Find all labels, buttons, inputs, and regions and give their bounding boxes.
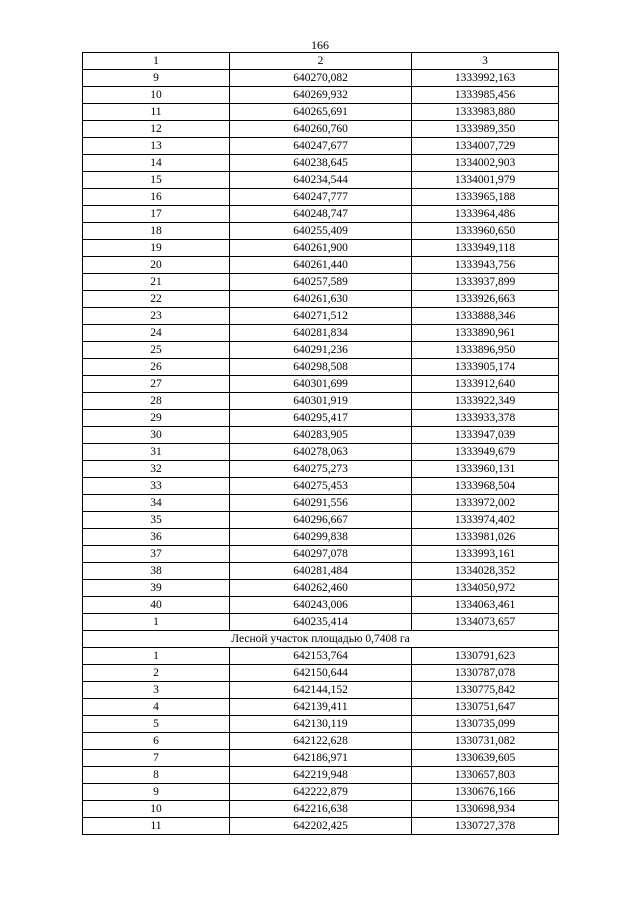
y-coordinate-cell: 1330676,166 <box>412 784 559 801</box>
y-coordinate-cell: 1333983,880 <box>412 104 559 121</box>
y-coordinate-cell: 1334007,729 <box>412 138 559 155</box>
y-coordinate-cell: 1334073,657 <box>412 614 559 631</box>
y-coordinate-cell: 1333888,346 <box>412 308 559 325</box>
table-row <box>83 342 559 359</box>
header-cell-x: 2 <box>230 53 412 70</box>
x-coordinate-cell: 640271,512 <box>230 308 412 325</box>
x-coordinate-cell: 640235,414 <box>230 614 412 631</box>
x-coordinate-cell: 642144,152 <box>230 682 412 699</box>
table-row <box>83 699 559 716</box>
table-row <box>83 155 559 172</box>
table-row <box>83 648 559 665</box>
x-coordinate-cell: 640261,440 <box>230 257 412 274</box>
point-number-cell: 20 <box>83 257 230 274</box>
point-number-cell: 28 <box>83 393 230 410</box>
table-row <box>83 614 559 631</box>
table-row <box>83 206 559 223</box>
point-number-cell: 23 <box>83 308 230 325</box>
y-coordinate-cell: 1333960,131 <box>412 461 559 478</box>
y-coordinate-cell: 1333896,950 <box>412 342 559 359</box>
point-number-cell: 36 <box>83 529 230 546</box>
point-number-cell: 13 <box>83 138 230 155</box>
y-coordinate-cell: 1333974,402 <box>412 512 559 529</box>
point-number-cell: 16 <box>83 189 230 206</box>
point-number-cell: 22 <box>83 291 230 308</box>
y-coordinate-cell: 1333943,756 <box>412 257 559 274</box>
y-coordinate-cell: 1330727,378 <box>412 818 559 835</box>
point-number-cell: 5 <box>83 716 230 733</box>
point-number-cell: 11 <box>83 104 230 121</box>
x-coordinate-cell: 640257,589 <box>230 274 412 291</box>
x-coordinate-cell: 640278,063 <box>230 444 412 461</box>
table-row <box>83 308 559 325</box>
x-coordinate-cell: 640243,006 <box>230 597 412 614</box>
table-row <box>83 87 559 104</box>
table-row <box>83 546 559 563</box>
y-coordinate-cell: 1333992,163 <box>412 70 559 87</box>
y-coordinate-cell: 1333965,188 <box>412 189 559 206</box>
y-coordinate-cell: 1333922,349 <box>412 393 559 410</box>
x-coordinate-cell: 642222,879 <box>230 784 412 801</box>
x-coordinate-cell: 640269,932 <box>230 87 412 104</box>
y-coordinate-cell: 1334028,352 <box>412 563 559 580</box>
point-number-cell: 1 <box>83 648 230 665</box>
y-coordinate-cell: 1330657,803 <box>412 767 559 784</box>
point-number-cell: 33 <box>83 478 230 495</box>
point-number-cell: 27 <box>83 376 230 393</box>
point-number-cell: 24 <box>83 325 230 342</box>
x-coordinate-cell: 642153,764 <box>230 648 412 665</box>
y-coordinate-cell: 1333926,663 <box>412 291 559 308</box>
x-coordinate-cell: 640270,082 <box>230 70 412 87</box>
table-row <box>83 563 559 580</box>
y-coordinate-cell: 1333947,039 <box>412 427 559 444</box>
y-coordinate-cell: 1333968,504 <box>412 478 559 495</box>
table-row <box>83 750 559 767</box>
x-coordinate-cell: 640296,667 <box>230 512 412 529</box>
point-number-cell: 2 <box>83 665 230 682</box>
y-coordinate-cell: 1333989,350 <box>412 121 559 138</box>
y-coordinate-cell: 1333912,640 <box>412 376 559 393</box>
point-number-cell: 34 <box>83 495 230 512</box>
table-row <box>83 393 559 410</box>
y-coordinate-cell: 1330775,842 <box>412 682 559 699</box>
x-coordinate-cell: 640301,919 <box>230 393 412 410</box>
x-coordinate-cell: 640281,834 <box>230 325 412 342</box>
x-coordinate-cell: 640275,453 <box>230 478 412 495</box>
x-coordinate-cell: 640291,236 <box>230 342 412 359</box>
table-row <box>83 104 559 121</box>
table-row <box>83 444 559 461</box>
point-number-cell: 30 <box>83 427 230 444</box>
x-coordinate-cell: 642186,971 <box>230 750 412 767</box>
point-number-cell: 12 <box>83 121 230 138</box>
x-coordinate-cell: 640265,691 <box>230 104 412 121</box>
point-number-cell: 29 <box>83 410 230 427</box>
y-coordinate-cell: 1333960,650 <box>412 223 559 240</box>
y-coordinate-cell: 1333972,002 <box>412 495 559 512</box>
x-coordinate-cell: 640291,556 <box>230 495 412 512</box>
y-coordinate-cell: 1334002,903 <box>412 155 559 172</box>
x-coordinate-cell: 640247,777 <box>230 189 412 206</box>
table-row <box>83 733 559 750</box>
x-coordinate-cell: 642130,119 <box>230 716 412 733</box>
point-number-cell: 18 <box>83 223 230 240</box>
point-number-cell: 31 <box>83 444 230 461</box>
point-number-cell: 15 <box>83 172 230 189</box>
x-coordinate-cell: 640247,677 <box>230 138 412 155</box>
x-coordinate-cell: 640261,900 <box>230 240 412 257</box>
x-coordinate-cell: 640238,645 <box>230 155 412 172</box>
y-coordinate-cell: 1333964,486 <box>412 206 559 223</box>
point-number-cell: 11 <box>83 818 230 835</box>
point-number-cell: 17 <box>83 206 230 223</box>
y-coordinate-cell: 1333937,899 <box>412 274 559 291</box>
x-coordinate-cell: 640248,747 <box>230 206 412 223</box>
table-row <box>83 359 559 376</box>
x-coordinate-cell: 642122,628 <box>230 733 412 750</box>
table-row <box>83 767 559 784</box>
table-row <box>83 461 559 478</box>
x-coordinate-cell: 640295,417 <box>230 410 412 427</box>
x-coordinate-cell: 642202,425 <box>230 818 412 835</box>
table-row <box>83 512 559 529</box>
table-row <box>83 665 559 682</box>
y-coordinate-cell: 1333890,961 <box>412 325 559 342</box>
x-coordinate-cell: 640255,409 <box>230 223 412 240</box>
point-number-cell: 1 <box>83 614 230 631</box>
x-coordinate-cell: 640281,484 <box>230 563 412 580</box>
table-row <box>83 818 559 835</box>
table-row <box>83 291 559 308</box>
point-number-cell: 14 <box>83 155 230 172</box>
point-number-cell: 26 <box>83 359 230 376</box>
table-row <box>83 274 559 291</box>
point-number-cell: 9 <box>83 784 230 801</box>
table-row <box>83 495 559 512</box>
y-coordinate-cell: 1330698,934 <box>412 801 559 818</box>
y-coordinate-cell: 1333985,456 <box>412 87 559 104</box>
x-coordinate-cell: 642216,638 <box>230 801 412 818</box>
y-coordinate-cell: 1330787,078 <box>412 665 559 682</box>
x-coordinate-cell: 640298,508 <box>230 359 412 376</box>
point-number-cell: 40 <box>83 597 230 614</box>
point-number-cell: 3 <box>83 682 230 699</box>
table-row <box>83 801 559 818</box>
x-coordinate-cell: 640275,273 <box>230 461 412 478</box>
point-number-cell: 4 <box>83 699 230 716</box>
y-coordinate-cell: 1330791,623 <box>412 648 559 665</box>
y-coordinate-cell: 1330731,082 <box>412 733 559 750</box>
table-row <box>83 784 559 801</box>
table-row <box>83 716 559 733</box>
coordinates-table <box>82 52 559 835</box>
table-row <box>83 580 559 597</box>
table-row <box>83 682 559 699</box>
x-coordinate-cell: 642150,644 <box>230 665 412 682</box>
coordinates-table-body <box>83 53 559 835</box>
point-number-cell: 8 <box>83 767 230 784</box>
x-coordinate-cell: 640262,460 <box>230 580 412 597</box>
section-title: Лесной участок площадью 0,7408 га <box>83 631 559 648</box>
header-row <box>83 53 559 70</box>
point-number-cell: 32 <box>83 461 230 478</box>
point-number-cell: 25 <box>83 342 230 359</box>
point-number-cell: 35 <box>83 512 230 529</box>
point-number-cell: 9 <box>83 70 230 87</box>
point-number-cell: 19 <box>83 240 230 257</box>
table-row <box>83 70 559 87</box>
header-cell-y: 3 <box>412 53 559 70</box>
point-number-cell: 39 <box>83 580 230 597</box>
point-number-cell: 10 <box>83 801 230 818</box>
y-coordinate-cell: 1334001,979 <box>412 172 559 189</box>
x-coordinate-cell: 640301,699 <box>230 376 412 393</box>
y-coordinate-cell: 1330639,605 <box>412 750 559 767</box>
table-row <box>83 138 559 155</box>
x-coordinate-cell: 640299,838 <box>230 529 412 546</box>
table-row <box>83 597 559 614</box>
section-title-row <box>83 631 559 648</box>
point-number-cell: 38 <box>83 563 230 580</box>
x-coordinate-cell: 640234,544 <box>230 172 412 189</box>
point-number-cell: 21 <box>83 274 230 291</box>
y-coordinate-cell: 1330751,647 <box>412 699 559 716</box>
y-coordinate-cell: 1334063,461 <box>412 597 559 614</box>
x-coordinate-cell: 640297,078 <box>230 546 412 563</box>
point-number-cell: 10 <box>83 87 230 104</box>
page-number: 166 <box>311 38 329 52</box>
y-coordinate-cell: 1334050,972 <box>412 580 559 597</box>
point-number-cell: 37 <box>83 546 230 563</box>
point-number-cell: 6 <box>83 733 230 750</box>
y-coordinate-cell: 1333949,679 <box>412 444 559 461</box>
table-row <box>83 325 559 342</box>
table-row <box>83 121 559 138</box>
table-row <box>83 529 559 546</box>
y-coordinate-cell: 1333993,161 <box>412 546 559 563</box>
y-coordinate-cell: 1333981,026 <box>412 529 559 546</box>
table-row <box>83 410 559 427</box>
table-row <box>83 257 559 274</box>
table-row <box>83 172 559 189</box>
table-row <box>83 189 559 206</box>
x-coordinate-cell: 642139,411 <box>230 699 412 716</box>
table-row <box>83 376 559 393</box>
point-number-cell: 7 <box>83 750 230 767</box>
x-coordinate-cell: 642219,948 <box>230 767 412 784</box>
table-row <box>83 223 559 240</box>
x-coordinate-cell: 640261,630 <box>230 291 412 308</box>
table-row <box>83 427 559 444</box>
y-coordinate-cell: 1333933,378 <box>412 410 559 427</box>
table-row <box>83 240 559 257</box>
y-coordinate-cell: 1333905,174 <box>412 359 559 376</box>
y-coordinate-cell: 1330735,099 <box>412 716 559 733</box>
x-coordinate-cell: 640260,760 <box>230 121 412 138</box>
x-coordinate-cell: 640283,905 <box>230 427 412 444</box>
header-cell-point: 1 <box>83 53 230 70</box>
y-coordinate-cell: 1333949,118 <box>412 240 559 257</box>
table-row <box>83 478 559 495</box>
